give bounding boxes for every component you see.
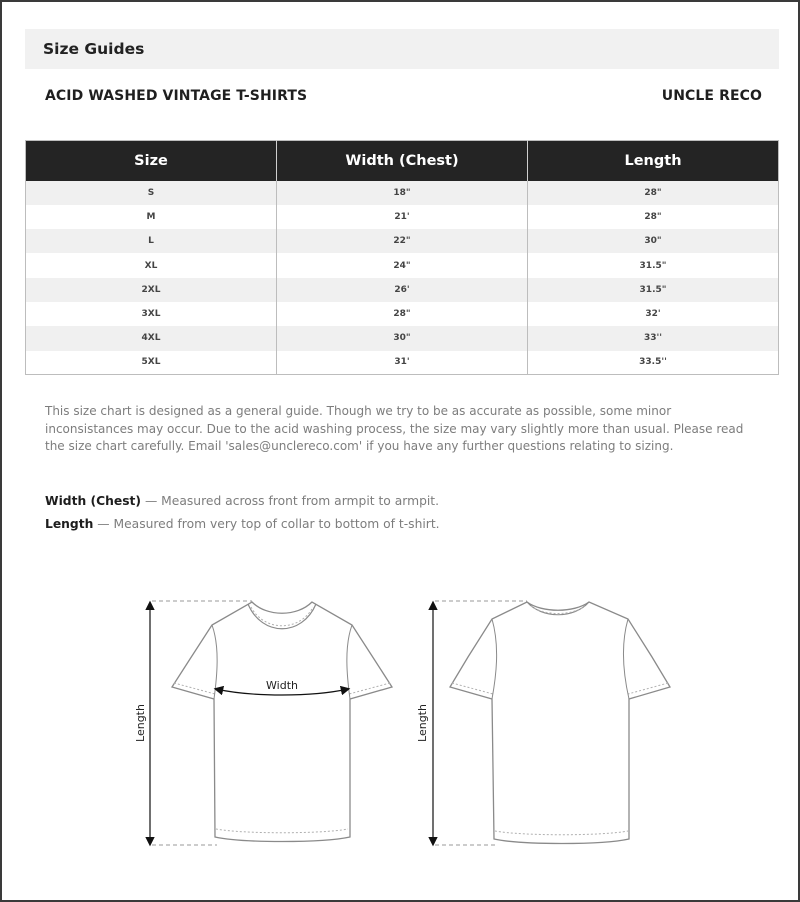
table-row	[26, 181, 779, 205]
cell-size: M	[26, 205, 277, 229]
front-width-label: Width	[266, 679, 298, 692]
table-row	[26, 205, 779, 229]
cell-length: 30"	[528, 229, 779, 253]
table-row	[26, 229, 779, 253]
table-row	[26, 302, 779, 326]
size-table	[25, 140, 779, 375]
table-row	[26, 253, 779, 277]
brand-name: UNCLE RECO	[661, 88, 762, 104]
definition-width-desc: — Measured across front from armpit to armpit.	[141, 494, 440, 508]
product-name: ACID WASHED VINTAGE T-SHIRTS	[45, 88, 308, 104]
size-guide-title: Size Guides	[25, 29, 779, 69]
cell-width: 31'	[277, 351, 528, 375]
measurement-definitions	[45, 493, 761, 539]
cell-width: 26'	[277, 278, 528, 302]
definition-width	[45, 493, 761, 516]
header-size: Size	[26, 141, 277, 181]
size-table-header-row	[26, 141, 779, 181]
cell-size: L	[26, 229, 277, 253]
cell-size: 2XL	[26, 278, 277, 302]
cell-width: 30"	[277, 326, 528, 350]
definition-length-desc: — Measured from very top of collar to bottom of t-shirt.	[93, 517, 440, 531]
cell-length: 33.5''	[528, 351, 779, 375]
cell-size: XL	[26, 253, 277, 277]
cell-size: 5XL	[26, 351, 277, 375]
cell-size: S	[26, 181, 277, 205]
cell-length: 28"	[528, 181, 779, 205]
cell-width: 21'	[277, 205, 528, 229]
definition-width-term: Width (Chest)	[45, 494, 142, 508]
header-width: Width (Chest)	[277, 141, 528, 181]
definition-length-term: Length	[45, 517, 94, 531]
cell-width: 28"	[277, 302, 528, 326]
cell-width: 24"	[277, 253, 528, 277]
back-length-label: Length	[416, 704, 429, 742]
front-length-label: Length	[134, 704, 147, 742]
cell-width: 22"	[277, 229, 528, 253]
header-length: Length	[528, 141, 779, 181]
table-row	[26, 278, 779, 302]
cell-length: 31.5"	[528, 253, 779, 277]
table-row	[26, 351, 779, 375]
tshirt-diagram	[122, 587, 692, 857]
disclaimer-text: This size chart is designed as a general guide. Though we try to be as accurate as possible, some minor inconsistances may occur. Due to the acid washing process, the size may vary slightly more than usual. Please read the size chart carefully. Email 'sales@unclereco.com' if you have any further questions relating to sizing.	[45, 404, 744, 453]
cell-length: 31.5"	[528, 278, 779, 302]
cell-size: 3XL	[26, 302, 277, 326]
product-row	[45, 88, 762, 108]
cell-width: 18"	[277, 181, 528, 205]
cell-length: 32'	[528, 302, 779, 326]
table-row	[26, 326, 779, 350]
cell-length: 28"	[528, 205, 779, 229]
cell-size: 4XL	[26, 326, 277, 350]
cell-length: 33''	[528, 326, 779, 350]
back-tshirt-icon	[450, 602, 670, 844]
definition-length	[45, 516, 761, 539]
front-tshirt-icon	[172, 602, 392, 842]
